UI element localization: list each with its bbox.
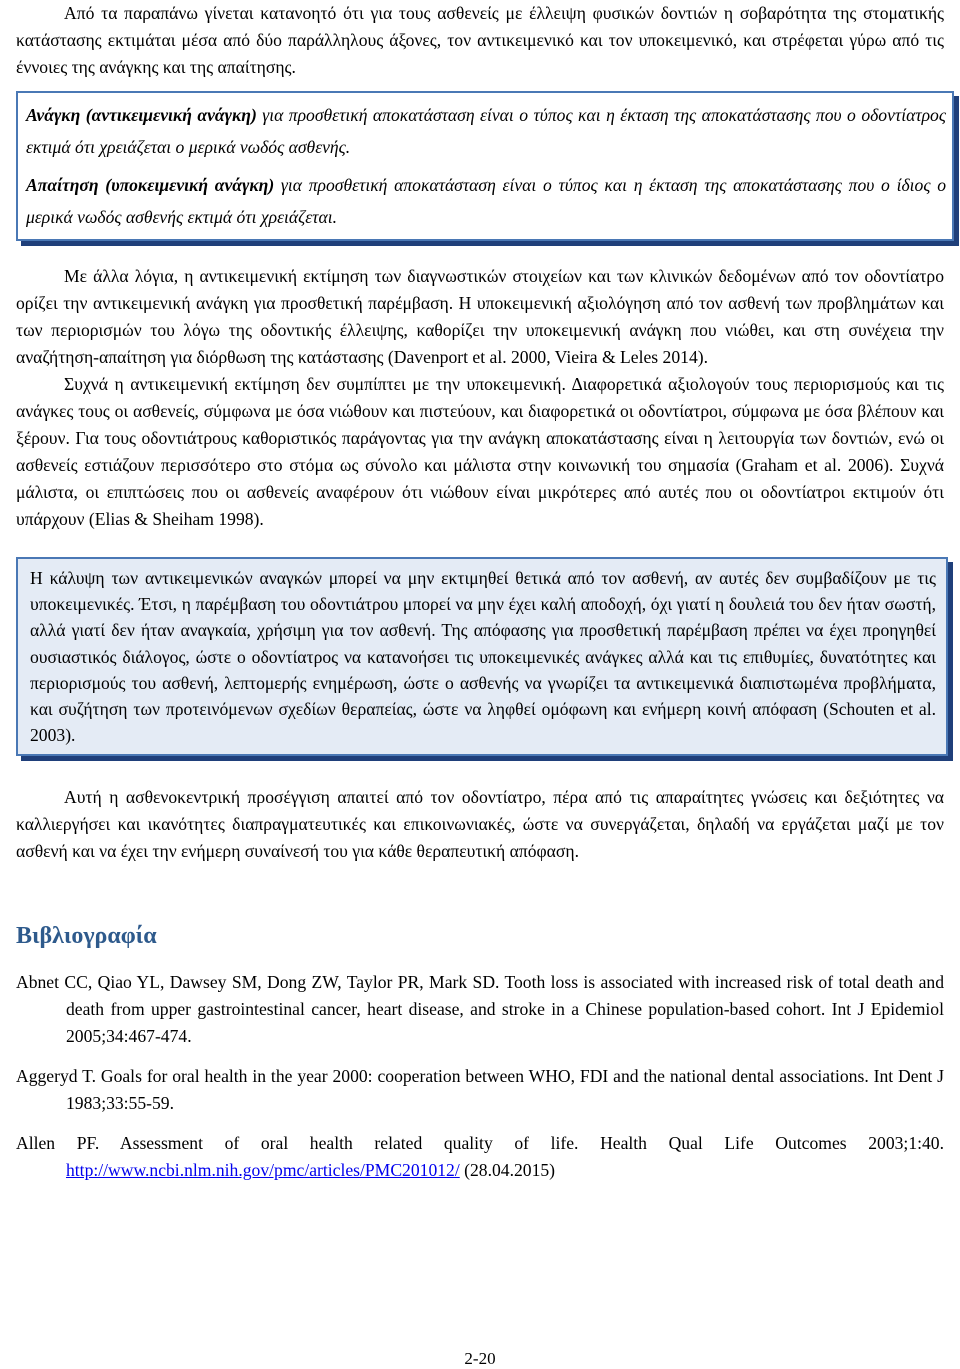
intro-paragraph: Από τα παραπάνω γίνεται κατανοητό ότι για τους ασθενείς με έλλειψη φυσικών δοντιών η σοβαρότητα της στοματικής κατάστασης εκτιμάται μέσα από δύο παράλληλους άξονες, τον αντικειμενικό και τον υποκειμενικό, και στρέφεται γύρω από τις έννοιες της ανάγκης και της απαίτησης. — [16, 3, 944, 77]
paragraph-assessment: Με άλλα λόγια, η αντικειμενική εκτίμηση των διαγνωστικών στοιχείων και των κλινικών δεδομένων από τον οδοντίατρο ορίζει την αντικειμενική ανάγκη για προσθετική παρέμβαση. Η υποκειμενική αξιολόγηση από τον ασθενή των προβλημάτων και των περιορισμών του λόγω της οδοντικής έλλειψης, καθορίζει την υποκειμενική ανάγκη που νιώθει, και στη συνέχεια την αναζήτηση-απαίτηση για διόρθωση της κατάστασης (Davenport et al. 2000, Vieira & Leles 2014). — [16, 266, 944, 367]
definitions-box — [16, 91, 954, 241]
patient-centred-section — [16, 784, 944, 865]
page-number: 2-20 — [464, 1349, 496, 1368]
reference-allen — [16, 1130, 944, 1184]
demand-term: Απαίτηση (υποκειμενική ανάγκη) — [26, 175, 275, 195]
demand-text: για προσθετική αποκατάσταση είναι ο τύπος και η έκταση της αποκατάστασης που ο ίδιος ο μερικά νωδός ασθενής εκτιμά ότι χρειάζεται. — [26, 175, 947, 227]
body-section — [16, 263, 944, 533]
reference-abnet: Abnet CC, Qiao YL, Dawsey SM, Dong ZW, Taylor PR, Mark SD. Tooth loss is associated with increased risk of total death and death from upper gastrointestinal cancer, heart disease, and stroke in a Chinese population-based cohort. Int J Epidemiol 2005;34:467-474. — [16, 972, 944, 1047]
reference-allen-date: (28.04.2015) — [459, 1160, 556, 1181]
reference-allen-link[interactable]: http://www.ncbi.nlm.nih.gov/pmc/articles/PMC201012/ — [66, 1160, 460, 1181]
highlight-text: Η κάλυψη των αντικειμενικών αναγκών μπορεί να μην εκτιμηθεί θετικά από τον ασθενή, αν αυτές δεν συμβαδίζουν με τις υποκειμενικές. Έτσι, η παρέμβαση του οδοντιάτρου μπορεί να μην έχει καλή αποδοχή, όχι γιατί η δουλειά του δεν ήταν σωστή, αλλά γιατί δεν ήταν αναγκαία, χρήσιμη για τον ασθενή. Της απόφασης για προσθετική παρέμβαση πρέπει να έχει προηγηθεί ουσιαστικός διάλογος, ώστε ο οδοντίατρος να κατανοήσει τις υποκειμενικές ανάγκες αλλά και τις επιθυμίες, δυνατότητες και περιορισμούς του ασθενή, λεπτομερής ενημέρωση, ώστε ο ασθενής να γνωρίζει τα αντικειμενικά διαπιστωμένα προβλήματα, και συζήτηση των προτεινόμενων σχεδίων θεραπείας, ώστε να ληφθεί ομόφωνη και ενήμερη κοινή απόφαση (Schouten et al. 2003). — [30, 568, 936, 746]
bibliography-heading: Βιβλιογραφία — [16, 923, 157, 950]
highlight-box — [16, 557, 948, 756]
reference-allen-text: Allen PF. Assessment of oral health related quality of life. Health Qual Life Outcomes 2003;1:40. — [16, 1133, 944, 1154]
need-term: Ανάγκη (αντικειμενική ανάγκη) — [26, 105, 257, 125]
demand-definition — [26, 169, 946, 233]
document-page — [16, 0, 947, 1197]
reference-aggeryd: Aggeryd T. Goals for oral health in the year 2000: cooperation between WHO, FDI and the national dental associations. Int Dent J 1983;33:55-59. — [16, 1066, 944, 1114]
need-definition — [26, 99, 946, 163]
paragraph-divergence: Συχνά η αντικειμενική εκτίμηση δεν συμπίπτει με την υποκειμενική. Διαφορετικά αξιολογούν τους περιορισμούς και τις ανάγκες τους οι ασθενείς, σύμφωνα με όσα νιώθουν και πιστεύουν, και διαφορετικά οι οδοντίατροι, σύμφωνα με όσα βλέπουν και ξέρουν. Για τους οδοντιάτρους καθοριστικός παράγοντας για την ανάγκη αποκατάστασης είναι η λειτουργία των δοντιών, ενώ οι ασθενείς εστιάζουν περισσότερο στο στόμα ως σύνολο και μάλιστα στην κοινωνική του σημασία (Graham et al. 2006). Συχνά μάλιστα, οι επιπτώσεις που οι ασθενείς αναφέρουν ότι νιώθουν είναι μικρότερες από αυτές που οι οδοντίατροι εκτιμούν ότι υπάρχουν (Elias & Sheiham 1998). — [16, 374, 944, 529]
paragraph-patient-centred: Αυτή η ασθενοκεντρική προσέγγιση απαιτεί από τον οδοντίατρο, πέρα από τις απαραίτητες γνώσεις και δεξιότητες να καλλιεργήσει και ικανότητες διαπραγματευτικές και επικοινωνιακές, ώστε να συνεργάζεται, δηλαδή να εργάζεται μαζί με τον ασθενή και να έχει την ενήμερη συναίνεσή του για κάθε θεραπευτική απόφαση. — [16, 787, 944, 862]
need-text: για προσθετική αποκατάσταση είναι ο τύπος και η έκταση της αποκατάστασης που ο οδοντίατρος εκτιμά ότι χρειάζεται ο μερικά νωδός ασθενής. — [26, 105, 946, 157]
